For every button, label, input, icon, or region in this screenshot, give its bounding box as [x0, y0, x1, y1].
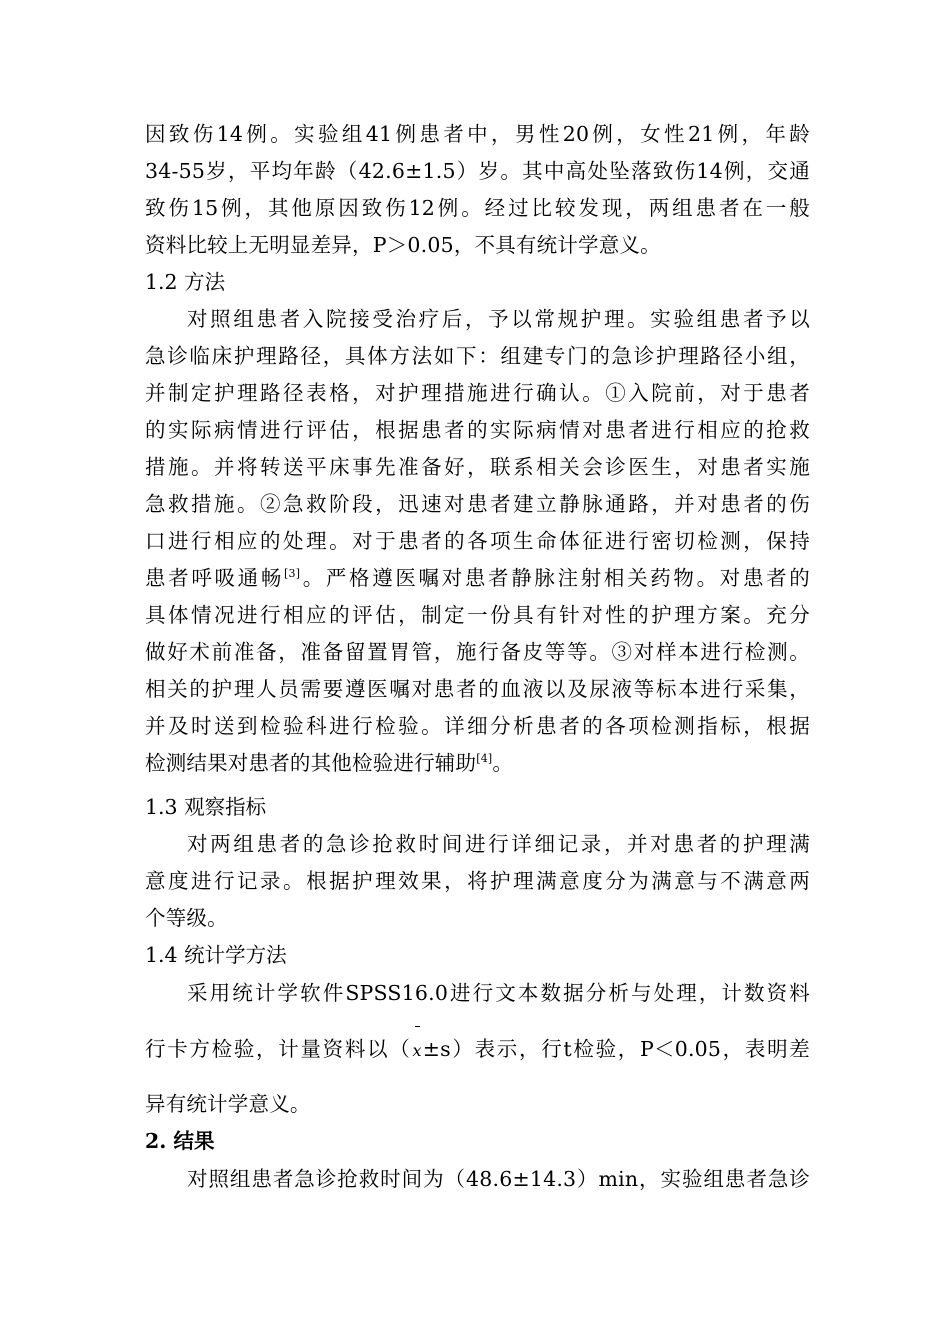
- text-line: 意度进行记录。根据护理效果，将护理满意度分为满意与不满意两: [145, 869, 810, 893]
- text-span: 。严格遵医嘱对患者静脉注射相关药物。对患者的: [300, 566, 810, 590]
- section-heading-1-4: 1.4 统计学方法: [145, 943, 287, 967]
- text-line: 对两组患者的急诊抢救时间进行详细记录，并对患者的护理满: [187, 832, 810, 856]
- text-line: 相关的护理人员需要遵医嘱对患者的血液以及尿液等标本进行采集，: [145, 677, 810, 701]
- text-line: 异有统计学意义。: [145, 1092, 311, 1116]
- text-line: 措施。并将转送平床事先准备好，联系相关会诊医生，对患者实施: [145, 455, 810, 479]
- text-line: 具体情况进行相应的评估，制定一份具有针对性的护理方案。充分: [145, 603, 810, 627]
- paragraph-results: [145, 1161, 810, 1198]
- text-line: [145, 1031, 810, 1068]
- mean-symbol: x: [412, 1032, 423, 1069]
- text-span: 检测结果对患者的其他检验进行辅助: [145, 751, 477, 775]
- section-heading-2: 2. 结果: [145, 1129, 215, 1153]
- text-line: 急诊临床护理路径，具体方法如下：组建专门的急诊护理路径小组，: [145, 344, 810, 368]
- text-span: ±s）表示，行t检验，P＜0.05，表明差: [422, 1037, 810, 1061]
- text-line: 因致伤14例。实验组41例患者中，男性20例，女性21例，年龄: [145, 122, 810, 146]
- text-line: 并及时送到检验科进行检验。详细分析患者的各项检测指标，根据: [145, 714, 810, 738]
- text-line: 34-55岁，平均年龄（42.6±1.5）岁。其中高处坠落致伤14例，交通: [145, 159, 810, 183]
- text-line: 个等级。: [145, 906, 228, 930]
- text-line: 急救措施。②急救阶段，迅速对患者建立静脉通路，并对患者的伤: [145, 492, 810, 516]
- citation-ref-4: [4]: [476, 752, 493, 766]
- text-span: 。: [492, 751, 514, 775]
- paragraph-statistics: [145, 975, 810, 1012]
- text-line: 的实际病情进行评估，根据患者的实际病情对患者进行相应的抢救: [145, 418, 810, 442]
- text-line: 对照组患者急诊抢救时间为（48.6±14.3）min，实验组患者急诊: [187, 1167, 810, 1191]
- section-heading-1-3: 1.3 观察指标: [145, 795, 267, 819]
- text-span: 患者呼吸通畅: [145, 566, 285, 590]
- citation-ref-3: [3]: [284, 567, 301, 581]
- text-line: 致伤15例，其他原因致伤12例。经过比较发现，两组患者在一般: [145, 196, 810, 220]
- text-line: 并制定护理路径表格，对护理措施进行确认。①入院前，对于患者: [145, 381, 810, 405]
- paragraph-statistics-end: [145, 1086, 810, 1123]
- paragraph-observation: [145, 826, 810, 937]
- text-line: 口进行相应的处理。对于患者的各项生命体征进行密切检测，保持: [145, 529, 810, 553]
- text-line: [145, 745, 810, 782]
- text-line: 对照组患者入院接受治疗后，予以常规护理。实验组患者予以: [187, 307, 810, 331]
- text-line: [145, 560, 810, 597]
- text-line: 采用统计学软件SPSS16.0进行文本数据分析与处理，计数资料: [187, 981, 810, 1005]
- text-line: 做好术前准备，准备留置胃管，施行备皮等等。③对样本进行检测。: [145, 640, 810, 664]
- paragraph-statistics-cont: [145, 1031, 810, 1068]
- paragraph-methods: [145, 301, 810, 782]
- paragraph-demographics: [145, 116, 810, 264]
- text-span: 行卡方检验，计量资料以（: [145, 1037, 412, 1061]
- text-line: 资料比较上无明显差异，P＞0.05，不具有统计学意义。: [145, 233, 661, 257]
- section-heading-1-2: 1.2 方法: [145, 270, 226, 294]
